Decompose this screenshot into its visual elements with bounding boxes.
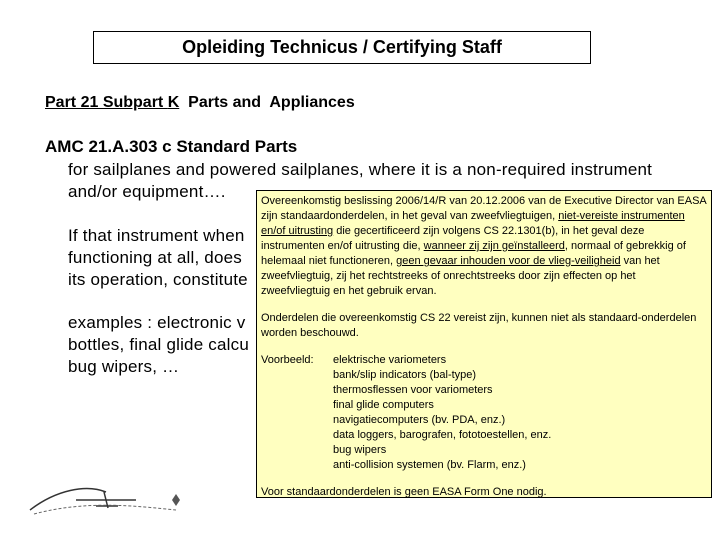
page-title: Opleiding Technicus / Certifying Staff — [182, 37, 502, 57]
body-line: its operation, constitute — [68, 270, 248, 289]
example-label: Voorbeeld: — [261, 354, 314, 366]
example-list — [333, 353, 551, 473]
callout-text: , normaal of gebrekkig of helemaal niet functioneren, — [261, 240, 686, 267]
body-line: bottles, final glide calcu — [68, 335, 249, 354]
section-part: Part 21 Subpart — [45, 94, 168, 111]
example-item: elektrische variometers — [333, 354, 447, 366]
section-heading — [45, 94, 355, 112]
body-line: bug wipers, … — [68, 357, 180, 376]
callout-paragraph-3: Voor standaardonderdelen is geen EASA Form One nodig. — [261, 486, 547, 498]
example-item: navigatiecomputers (bv. PDA, enz.) — [333, 414, 506, 426]
example-block — [261, 353, 707, 473]
body-line: and/or equipment…. — [68, 182, 226, 201]
callout-text: van het zweefvliegtuig, zij het rechtstreeks of onrechtstreeks door zijn effecten op het zweefvliegtuig en het gebruik ervan. — [261, 255, 660, 297]
title-box — [93, 31, 591, 64]
callout-paragraph-2: Onderdelen die overeenkomstig CS 22 vereist zijn, kunnen niet als standaard-onderdelen worden beschouwd. — [261, 312, 697, 339]
callout-text: die gecertificeerd zijn volgens CS 22.1301(b), in het geval deze instrumenten en/of uitrusting die, — [261, 225, 645, 252]
callout-text: Overeenkomstig beslissing 2006/14/R van 20.12.2006 van de Executive Director van EASA zijn standaardonderdelen, in het geval van zweefvliegtuigen, — [261, 195, 707, 222]
callout-paragraph-1 — [261, 194, 707, 299]
body-line: If that instrument when — [68, 226, 245, 245]
amc-heading: AMC 21.A.303 c Standard Parts — [45, 137, 298, 156]
example-item: thermosflessen voor variometers — [333, 384, 493, 396]
example-item: data loggers, barografen, fototoestellen, enz. — [333, 429, 552, 441]
example-item: anti-collision systemen (bv. Flarm, enz.) — [333, 459, 526, 471]
example-item: bug wipers — [333, 444, 387, 456]
example-item: bank/slip indicators (bal-type) — [333, 369, 477, 381]
body-line: functioning at all, does — [68, 248, 242, 267]
callout-underlined: geen gevaar inhouden voor de vlieg-veiligheid — [396, 255, 621, 267]
body-line: for sailplanes and powered sailplanes, where it is a non-required instrument — [68, 160, 653, 179]
section-rest: Parts and Appliances — [179, 94, 355, 111]
callout-underlined: niet-vereiste instrumenten en/of uitrusting — [261, 210, 685, 237]
callout-note — [256, 190, 712, 498]
callout-underlined: wanneer zij zijn geïnstalleerd — [423, 240, 565, 252]
example-item: final glide computers — [333, 399, 434, 411]
club-logo-icon — [26, 470, 186, 518]
section-subpart-k: K — [167, 94, 180, 111]
body-line: examples : electronic v — [68, 313, 246, 332]
